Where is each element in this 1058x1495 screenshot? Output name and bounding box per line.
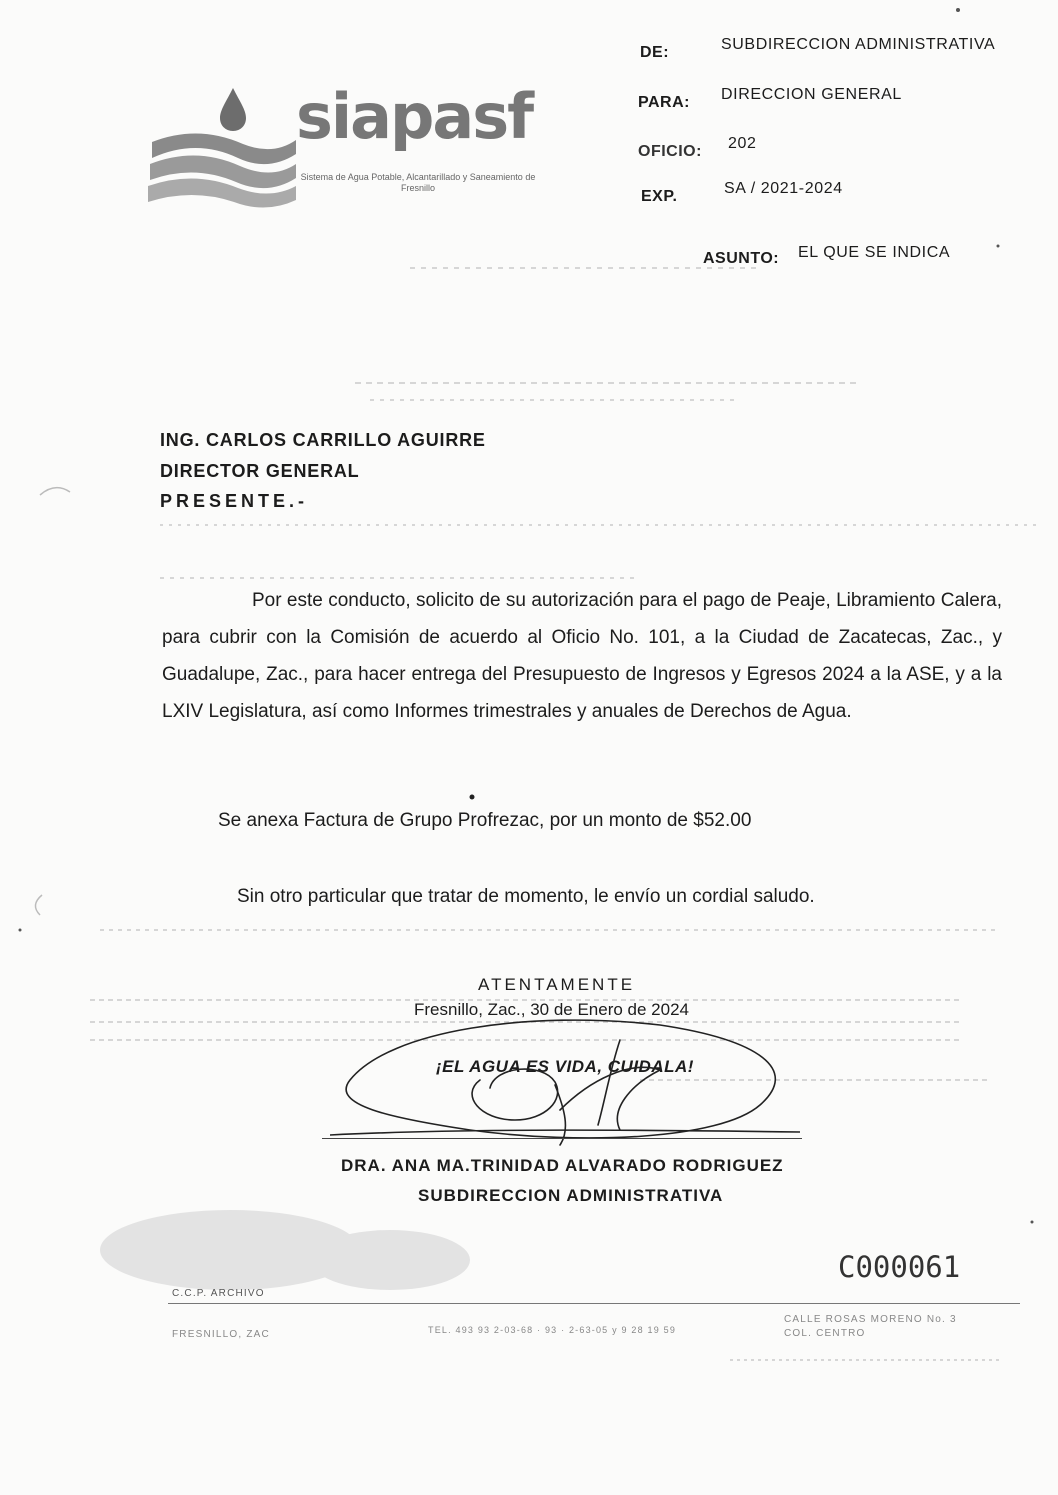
para-value: DIRECCION GENERAL [721,86,902,103]
signer-name: DRA. ANA MA.TRINIDAD ALVARADO RODRIGUEZ [341,1156,784,1175]
oficio-label: OFICIO: [638,143,702,160]
exp-value: SA / 2021-2024 [724,180,843,197]
body-paragraph-1: Por este conducto, solicito de su autorización para el pago de Peaje, Libramiento Calera, para cubrir con la Comisión de acuerdo al Oficio No. 101, a la Ciudad de Zacatecas, Zac., y Guadalupe, Zac., para hacer entrega del Presupuesto de Ingresos y Egresos 2024 a la ASE, y a la LXIV Legislatura, así como Informes trimestrales y anuales de Derechos de Agua. [162,590,1002,722]
folio-number: C000061 [838,1250,961,1284]
logo-subtitle: Sistema de Agua Potable, Alcantarillado y Saneamiento de Fresnillo [300,172,536,193]
exp-label: EXP. [641,188,678,205]
de-label: DE: [640,44,670,61]
para-label: PARA: [638,94,690,111]
de-value: SUBDIRECCION ADMINISTRATIVA [721,36,996,53]
closing-atentamente: ATENTAMENTE [478,975,636,994]
footer-address-2: COL. CENTRO [784,1328,866,1339]
signer-position: SUBDIRECCION ADMINISTRATIVA [418,1186,724,1205]
body-paragraph-2: Se anexa Factura de Grupo Profrezac, por un monto de $52.00 [218,810,752,831]
signature-line [322,1138,802,1139]
motto: ¡EL AGUA ES VIDA, CUIDALA! [436,1057,694,1076]
oficio-value: 202 [728,135,757,152]
water-drop-waves-icon [148,80,298,210]
handwritten-signature [330,1010,800,1150]
place-date: Fresnillo, Zac., 30 de Enero de 2024 [414,1000,689,1019]
ccp-archivo: C.C.P. ARCHIVO [172,1288,265,1299]
logo-wordmark: siapasf [296,80,533,153]
footer-phones: TEL. 493 93 2-03-68 · 93 · 2-63-05 y 9 28 19 59 [428,1325,677,1335]
siapasf-logo [148,80,548,210]
recipient-name: ING. CARLOS CARRILLO AGUIRRE [160,430,486,450]
body-paragraph-3: Sin otro particular que tratar de momento, le envío un cordial saludo. [237,886,815,907]
footer-city: FRESNILLO, ZAC [172,1329,270,1340]
footer-divider [168,1303,1020,1304]
recipient-title: DIRECTOR GENERAL [160,461,360,481]
footer-address-1: CALLE ROSAS MORENO No. 3 [784,1314,957,1325]
asunto-value: EL QUE SE INDICA [798,244,951,261]
asunto-label: ASUNTO: [703,250,780,267]
recipient-greeting: PRESENTE.- [160,491,309,511]
